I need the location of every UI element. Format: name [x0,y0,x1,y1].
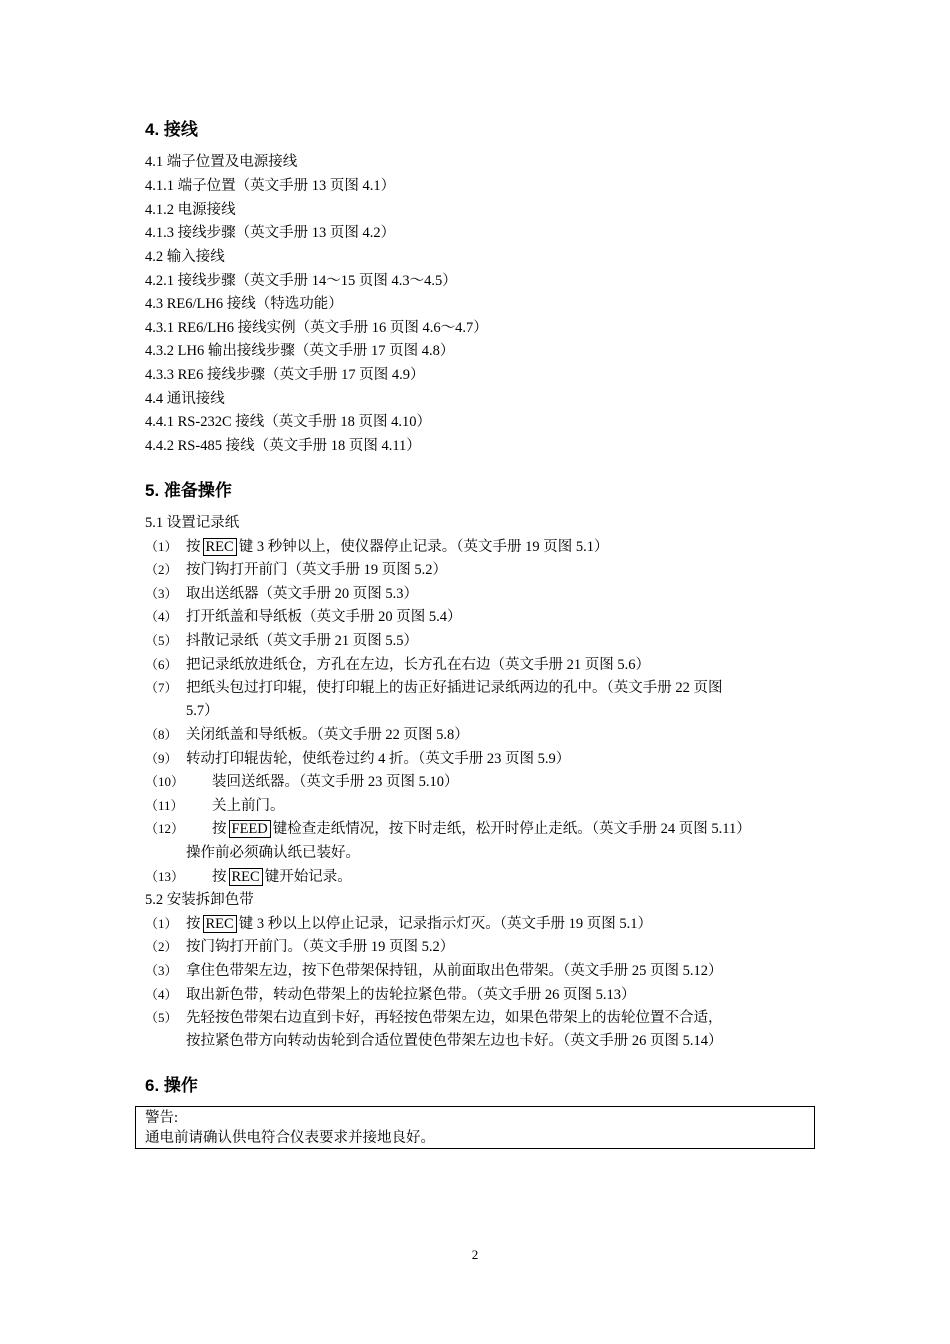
section-4-line: 4.2 输入接线 [145,249,225,265]
section-4-line: 4.3.1 RE6/LH6 接线实例（英文手册 16 页图 4.6～4.7） [145,320,488,336]
step-number: （13） [145,869,185,884]
rec-key-label: REC [203,538,237,556]
step-text: 按门钩打开前门。（英文手册 19 页图 5.2） [186,939,455,955]
step-number: （3） [145,586,178,601]
step-text: 按门钩打开前门（英文手册 19 页图 5.2） [186,562,447,578]
section-6-heading: 6. 操作 [145,1076,198,1095]
step-number: （4） [145,609,178,624]
section-4-line: 4.4.2 RS-485 接线（英文手册 18 页图 4.11） [145,438,421,454]
warning-box [135,1106,815,1149]
step-text-continued: 操作前必须确认纸已装好。 [186,845,360,861]
section-4-line: 4.1 端子位置及电源接线 [145,154,298,170]
section-4-line: 4.2.1 接线步骤（英文手册 14～15 页图 4.3～4.5） [145,273,457,289]
section-4-line: 4.4.1 RS-232C 接线（英文手册 18 页图 4.10） [145,414,431,430]
step-text: 打开纸盖和导纸板（英文手册 20 页图 5.4） [186,609,462,625]
step-text: 按 REC 键 3 秒以上以停止记录，记录指示灯灭。（英文手册 19 页图 5.1） [186,916,652,932]
step-number: （6） [145,657,178,672]
step-text: 装回送纸器。（英文手册 23 页图 5.10） [212,774,459,790]
step-number: （10） [145,774,185,789]
step-text: 按 FEED 键检查走纸情况，按下时走纸，松开时停止走纸。（英文手册 24 页图 5.11） [212,821,751,837]
step-number: （11） [145,798,184,813]
step-number: （7） [145,680,178,695]
section-4-line: 4.1.2 电源接线 [145,202,236,218]
feed-key-label: FEED [229,820,271,838]
step-number: （12） [145,821,185,836]
step-number: （1） [145,916,178,931]
step-text: 取出新色带，转动色带架上的齿轮拉紧色带。（英文手册 26 页图 5.13） [186,987,636,1003]
step-number: （9） [145,751,178,766]
step-text-continued: 按拉紧色带方向转动齿轮到合适位置使色带架左边也卡好。（英文手册 26 页图 5.14） [186,1033,723,1049]
step-text: 先轻按色带架右边直到卡好，再轻按色带架左边，如果色带架上的齿轮位置不合适， [186,1010,723,1026]
step-text: 抖散记录纸（英文手册 21 页图 5.5） [186,633,418,649]
warning-label: 警告: [145,1110,179,1126]
step-text: 关闭纸盖和导纸板。（英文手册 22 页图 5.8） [186,727,469,743]
step-number: （5） [145,633,178,648]
step-text: 按 REC 键开始记录。 [212,869,352,885]
step-number: （5） [145,1010,178,1025]
subsection-5-2-title: 5.2 安装拆卸色带 [145,892,254,908]
step-number: （2） [145,562,178,577]
step-text: 取出送纸器（英文手册 20 页图 5.3） [186,586,418,602]
step-text: 按 REC 键 3 秒钟以上，使仪器停止记录。（英文手册 19 页图 5.1） [186,539,609,555]
section-5-heading: 5. 准备操作 [145,481,232,500]
step-text: 把记录纸放进纸仓，方孔在左边，长方孔在右边（英文手册 21 页图 5.6） [186,657,650,673]
subsection-5-1-title: 5.1 设置记录纸 [145,515,240,531]
step-number: （3） [145,963,178,978]
section-4-line: 4.1.1 端子位置（英文手册 13 页图 4.1） [145,178,396,194]
rec-key-label: REC [229,868,263,886]
section-4-line: 4.4 通讯接线 [145,391,225,407]
section-4-line: 4.3.2 LH6 输出接线步骤（英文手册 17 页图 4.8） [145,343,455,359]
rec-key-label: REC [203,915,237,933]
step-number: （8） [145,727,178,742]
section-4-line: 4.3.3 RE6 接线步骤（英文手册 17 页图 4.9） [145,367,425,383]
page-number: 2 [471,1247,479,1262]
step-number: （2） [145,939,178,954]
section-4-heading: 4. 接线 [145,120,198,139]
step-text: 把纸头包过打印辊，使打印辊上的齿正好插进记录纸两边的孔中。（英文手册 22 页图 [186,680,723,696]
step-number: （1） [145,539,178,554]
warning-text: 通电前请确认供电符合仪表要求并接地良好。 [145,1130,435,1146]
step-text: 关上前门。 [212,798,285,814]
step-text: 拿住色带架左边，按下色带架保持钮，从前面取出色带架。（英文手册 25 页图 5.12） [186,963,723,979]
step-number: （4） [145,987,178,1002]
section-4-line: 4.1.3 接线步骤（英文手册 13 页图 4.2） [145,225,396,241]
step-text: 转动打印辊齿轮，使纸卷过约 4 折。（英文手册 23 页图 5.9） [186,751,571,767]
step-text-continued: 5.7） [186,703,219,719]
section-4-line: 4.3 RE6/LH6 接线（特选功能） [145,296,343,312]
